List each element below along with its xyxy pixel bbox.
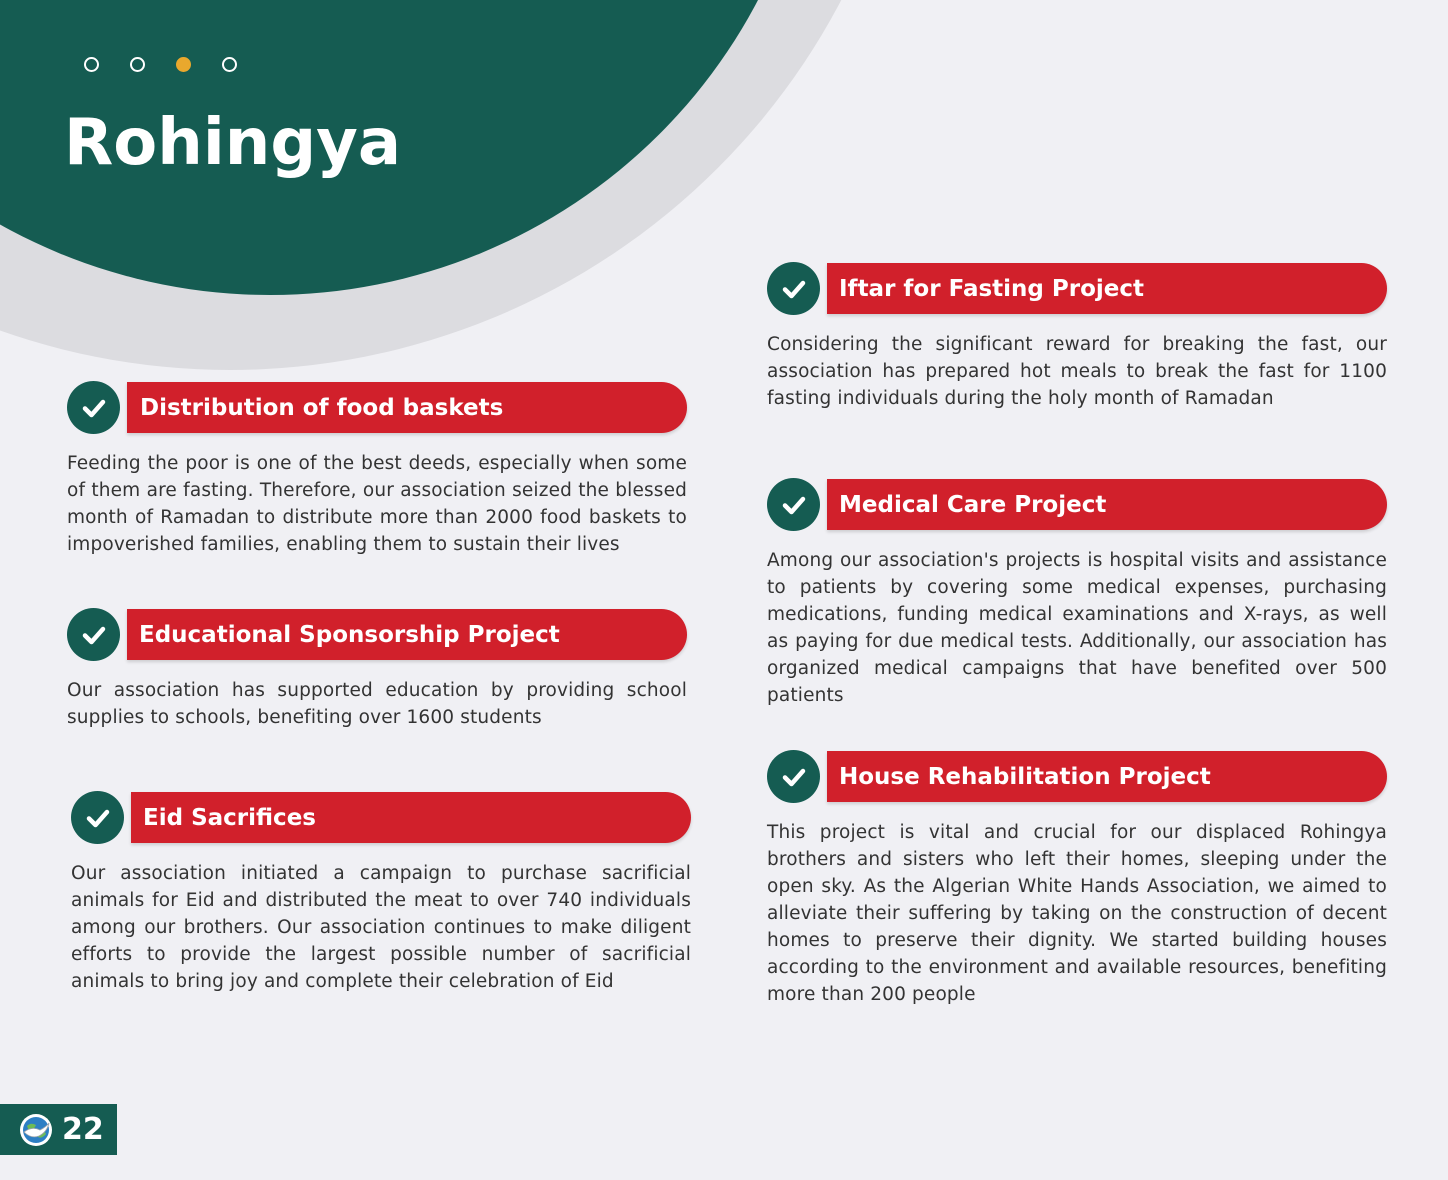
section-description: Considering the significant reward for breaking the fast, our association has prepared hot meals to break the fast for 1100 fasting individuals during the holy month of Ramadan (767, 334, 1387, 409)
section-title: Eid Sacrifices (143, 804, 316, 831)
section-title: Distribution of food baskets (140, 394, 504, 421)
pagination-dots (84, 57, 237, 72)
check-icon (67, 381, 120, 434)
section-description: Our association has supported education by providing school supplies to schools, benefiting over 1600 students (67, 680, 687, 728)
pagination-dot (222, 57, 237, 72)
pagination-dot (130, 57, 145, 72)
section-title-bar (131, 792, 691, 843)
section-header (71, 792, 691, 844)
section-education (67, 609, 687, 731)
section-title: Iftar for Fasting Project (839, 275, 1144, 302)
section-title: House Rehabilitation Project (839, 763, 1211, 790)
section-header (767, 751, 1387, 803)
section-food-baskets (67, 382, 687, 558)
section-description: Our association initiated a campaign to purchase sacrificial animals for Eid and distributed the meat to over 740 individuals among our brothers. Our association continues to make diligent efforts to provide the largest possible number of sacrificial animals to bring joy and complete their celebration of Eid (71, 863, 691, 992)
section-header (67, 382, 687, 434)
section-header (67, 609, 687, 661)
check-icon (767, 478, 820, 531)
section-header (767, 479, 1387, 531)
check-icon (767, 262, 820, 315)
section-title-bar (827, 479, 1387, 530)
section-title-bar (127, 609, 687, 660)
section-description: Among our association's projects is hospital visits and assistance to patients by covering some medical expenses, purchasing medications, funding medical examinations and X-rays, as well as paying for due medical tests. Additionally, our association has organized medical campaigns that have benefited over 500 patients (767, 550, 1387, 706)
section-iftar (767, 263, 1387, 412)
section-title-bar (827, 263, 1387, 314)
globe-dove-logo-icon (18, 1112, 54, 1148)
section-title: Medical Care Project (839, 491, 1107, 518)
section-title-bar (827, 751, 1387, 802)
section-eid (71, 792, 691, 995)
page-title: Rohingya (64, 106, 402, 180)
section-description: Feeding the poor is one of the best deeds, especially when some of them are fasting. Therefore, our association seized the blessed month of Ramadan to distribute more than 2000 food baskets to impoverished families, enabling them to sustain their lives (67, 453, 687, 555)
section-header (767, 263, 1387, 315)
section-house (767, 751, 1387, 1008)
pagination-dot-active (176, 57, 191, 72)
check-icon (767, 750, 820, 803)
section-description: This project is vital and crucial for our displaced Rohingya brothers and sisters who left their homes, sleeping under the open sky. As the Algerian White Hands Association, we aimed to alleviate their suffering by taking on the construction of decent homes to preserve their dignity. We started building houses according to the environment and available resources, benefiting more than 200 people (767, 822, 1387, 1005)
section-medical (767, 479, 1387, 709)
pagination-dot (84, 57, 99, 72)
page-number: 22 (62, 1112, 104, 1147)
section-title-bar (127, 382, 687, 433)
check-icon (71, 791, 124, 844)
check-icon (67, 608, 120, 661)
page-footer (0, 1104, 117, 1155)
section-title: Educational Sponsorship Project (139, 621, 560, 648)
